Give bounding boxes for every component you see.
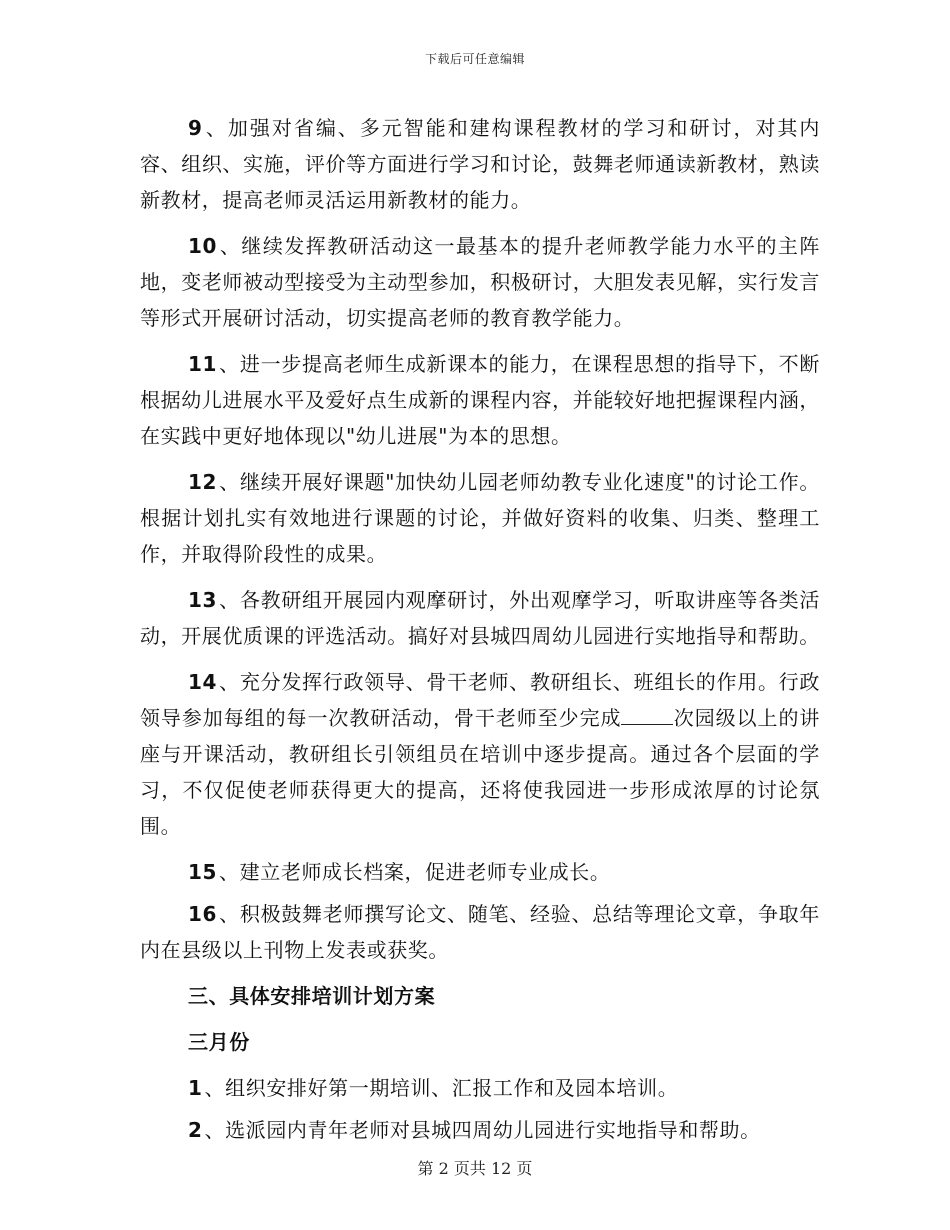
paragraph-number: 12: [188, 470, 218, 494]
paragraph-text-part-a: 、充分发挥行政领导、骨干老师、教研组长、班组长的作用。行政领导参加每组的每一次教研活动，骨干老师至少完成: [140, 670, 820, 730]
paragraph-text: 、继续发挥教研活动这一最基本的提升老师教学能力水平的主阵地，变老师被动型接受为主动型参加，积极研讨，大胆发表见解，实行发言等形式开展研讨活动，切实提高老师的教育教学能力。: [140, 234, 820, 330]
paragraph-16: [140, 896, 820, 968]
item-number: 2: [188, 1118, 203, 1142]
list-item-1: [140, 1070, 820, 1106]
month-heading: 三月份: [188, 1030, 250, 1054]
page-header: 下载后可任意编辑: [424, 52, 525, 66]
paragraph-15: [140, 854, 820, 890]
paragraph-text: 、积极鼓舞老师撰写论文、随笔、经验、总结等理论文章，争取年内在县级以上刊物上发表或获奖。: [140, 902, 820, 962]
paragraph-text: 、各教研组开展园内观摩研讨，外出观摩学习，听取讲座等各类活动，开展优质课的评选活动。搞好对县城四周幼儿园进行实地指导和帮助。: [140, 588, 820, 648]
paragraph-number: 15: [188, 860, 218, 884]
paragraph-13: [140, 582, 820, 654]
paragraph-number: 14: [188, 670, 218, 694]
paragraph-text: 、加强对省编、多元智能和建构课程教材的学习和研讨，对其内容、组织、实施，评价等方面进行学习和讨论，鼓舞老师通读新教材，熟读新教材，提高老师灵活运用新教材的能力。: [140, 116, 820, 212]
paragraph-number: 13: [188, 588, 218, 612]
document-body: [140, 110, 820, 1154]
paragraph-12: [140, 464, 820, 572]
item-text: 、组织安排好第一期培训、汇报工作和及园本培训。: [204, 1076, 679, 1100]
item-text: 、选派园内青年老师对县城四周幼儿园进行实地指导和帮助。: [204, 1118, 761, 1142]
paragraph-text-part-b: 次园级以上的讲座与开课活动，教研组长引领组员在培训中逐步提高。通过各个层面的学习，不仅促使老师获得更大的提高，还将使我园进一步形成浓厚的讨论氛围。: [140, 706, 820, 838]
paragraph-9: [140, 110, 820, 218]
paragraph-number: 16: [188, 902, 218, 926]
paragraph-text: 、建立老师成长档案，促进老师专业成长。: [219, 860, 611, 884]
page-footer: 第 2 页共 12 页: [417, 1159, 533, 1178]
paragraph-number: 9: [188, 116, 203, 140]
paragraph-text: 、进一步提高老师生成新课本的能力，在课程思想的指导下，不断根据幼儿进展水平及爱好点生成新的课程内容，并能较好地把握课程内涵，在实践中更好地体现以"幼儿进展"为本的思想。: [140, 352, 820, 448]
paragraph-14: [140, 664, 820, 844]
item-number: 1: [188, 1076, 203, 1100]
paragraph-number: 11: [188, 352, 218, 376]
paragraph-text: 、继续开展好课题"加快幼儿园老师幼教专业化速度"的讨论工作。根据计划扎实有效地进行课题的讨论，并做好资料的收集、归类、整理工作，并取得阶段性的成果。: [140, 470, 820, 566]
paragraph-10: [140, 228, 820, 336]
paragraph-number: 10: [188, 234, 218, 258]
fill-in-blank: [621, 704, 673, 725]
list-item-2: [140, 1112, 820, 1148]
paragraph-11: [140, 346, 820, 454]
section-heading: 三、具体安排培训计划方案: [188, 984, 436, 1008]
